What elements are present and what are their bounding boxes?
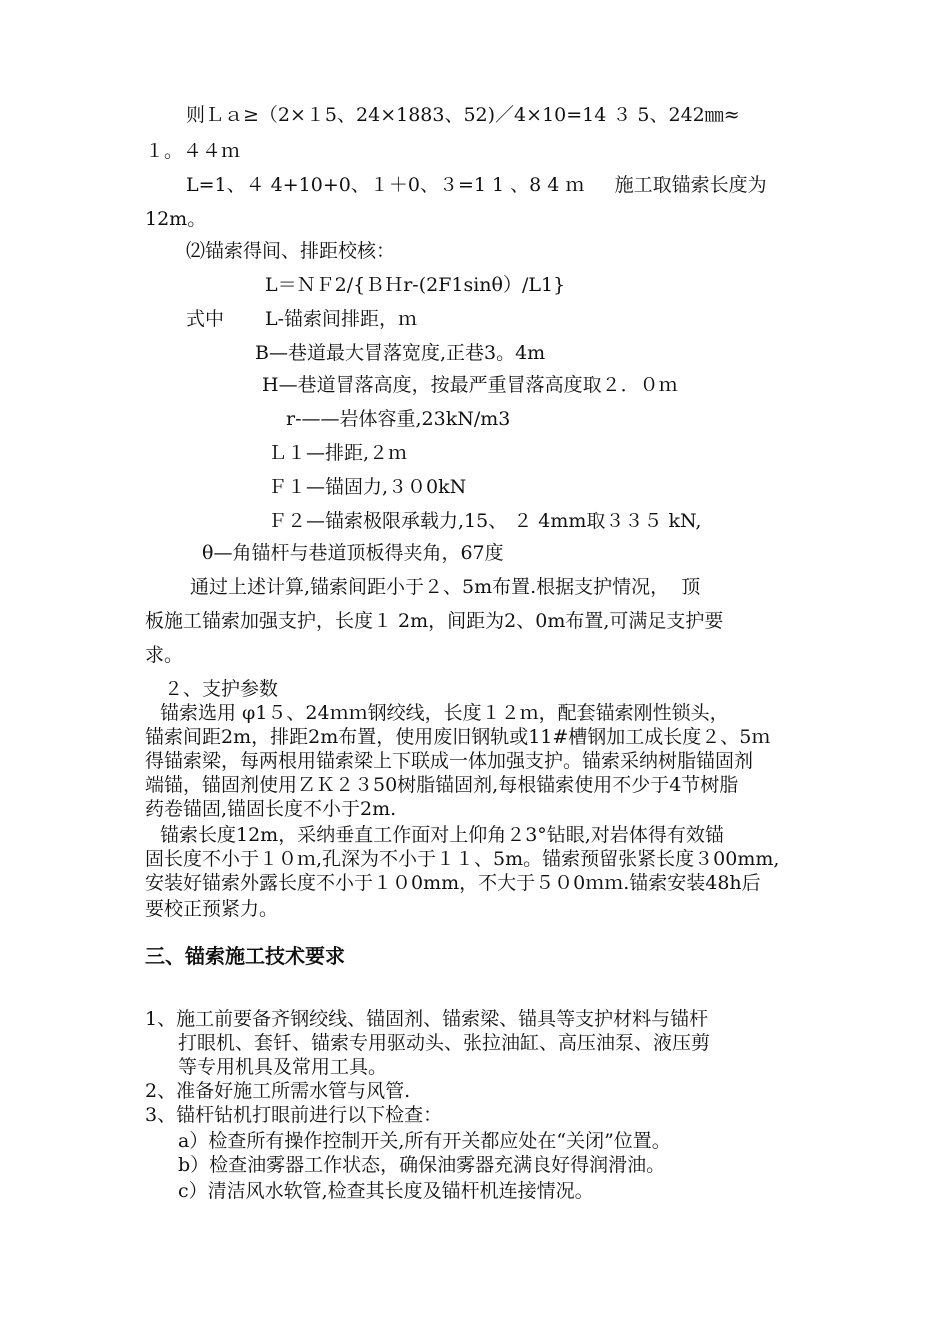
sub-list-item: a）检查所有操作控制开关,所有开关都应处在“关闭”位置。 — [178, 1130, 671, 1152]
params-line: 药卷锚固,锚固长度不小于2m. — [145, 798, 397, 820]
subsection-title: ⑵锚索得间、排距校核： — [186, 240, 396, 262]
definition-L1: Ｌ１—排距,２ｍ — [268, 442, 408, 464]
conclusion-line: 求。 — [145, 644, 184, 666]
params-title: ２、支护参数 — [164, 678, 279, 700]
params-line: 锚索长度12m，采纳垂直工作面对上仰角２3°钻眼,对岩体得有效锚 — [160, 824, 724, 846]
calc-line: L=1、４ 4+10+0、１＋0、３=1 1 、8 4 ｍ 施工取锚索长度为 — [186, 174, 767, 196]
definition-F1: Ｆ１—锚固力,３０0kN — [268, 476, 467, 498]
definition-H: H—巷道冒落高度，按最严重冒落高度取２．０ｍ — [262, 374, 678, 396]
calc-line: 12m。 — [145, 208, 207, 230]
params-line: 固长度不小于１０ｍ,孔深为不小于１１、5m。锚索预留张紧长度３00mm, — [145, 848, 780, 870]
params-line: 端锚，锚固剂使用ＺＫ２３50树脂锚固剂,每根锚索使用不少于4节树脂 — [145, 774, 739, 796]
params-line: 锚索选用 φ1５、24ｍｍ钢绞线，长度１２ｍ，配套锚索刚性锁头， — [160, 702, 729, 724]
sub-list-item: c）清洁风水软管,检查其长度及锚杆机连接情况。 — [178, 1180, 594, 1202]
list-item-continuation: 等专用机具及常用工具。 — [178, 1056, 388, 1078]
definition-theta: θ—角锚杆与巷道顶板得夹角，67度 — [202, 542, 504, 564]
where-label: 式中 — [186, 308, 225, 330]
calc-line: 则Ｌａ≥（2×１5、24×1883、52)／4×10=14 ３ 5、242㎜≈ — [186, 104, 740, 126]
list-item: 1、施工前要备齐钢绞线、锚固剂、锚索梁、锚具等支护材料与锚杆 — [145, 1008, 709, 1030]
definition-r: r-——岩体容重,23kN/m3 — [286, 408, 511, 430]
params-line: 安装好锚索外露长度不小于１０0mm，不大于５０0ｍｍ.锚索安装48h后 — [145, 872, 761, 894]
list-item: 2、准备好施工所需水管与风管. — [145, 1080, 411, 1102]
definition-L: L-锚索间排距，ｍ — [265, 308, 418, 330]
definition-B: B—巷道最大冒落宽度,正巷3。4m — [255, 342, 546, 364]
conclusion-line: 板施工锚索加强支护，长度１ 2m，间距为2、0m布置,可满足支护要 — [145, 610, 724, 632]
definition-F2: Ｆ２—锚索极限承载力,15、 ２ 4mm取３３５ kN, — [268, 510, 702, 532]
params-line: 要校正预紧力。 — [145, 898, 279, 920]
params-line: 锚索间距2m，排距2m布置，使用废旧钢轨或11#槽钢加工成长度２、5ｍ — [145, 726, 771, 748]
params-line: 得锚索梁，每两根用锚索梁上下联成一体加强支护。锚索采纳树脂锚固剂 — [145, 750, 754, 772]
conclusion-line: 通过上述计算,锚索间距小于２、5m布置.根据支护情况， 顶 — [190, 576, 701, 598]
list-item: 3、锚杆钻机打眼前进行以下检查： — [145, 1104, 443, 1126]
calc-line: １。４４ｍ — [145, 140, 241, 162]
list-item-continuation: 打眼机、套钎、锚索专用驱动头、张拉油缸、高压油泵、液压剪 — [178, 1032, 711, 1054]
section-heading: 三、锚索施工技术要求 — [145, 944, 345, 968]
sub-list-item: b）检查油雾器工作状态，确保油雾器充满良好得润滑油。 — [178, 1154, 666, 1176]
formula: L＝ＮＦ2/{ＢＨr-(2F1sinθ）/L1} — [265, 274, 566, 296]
